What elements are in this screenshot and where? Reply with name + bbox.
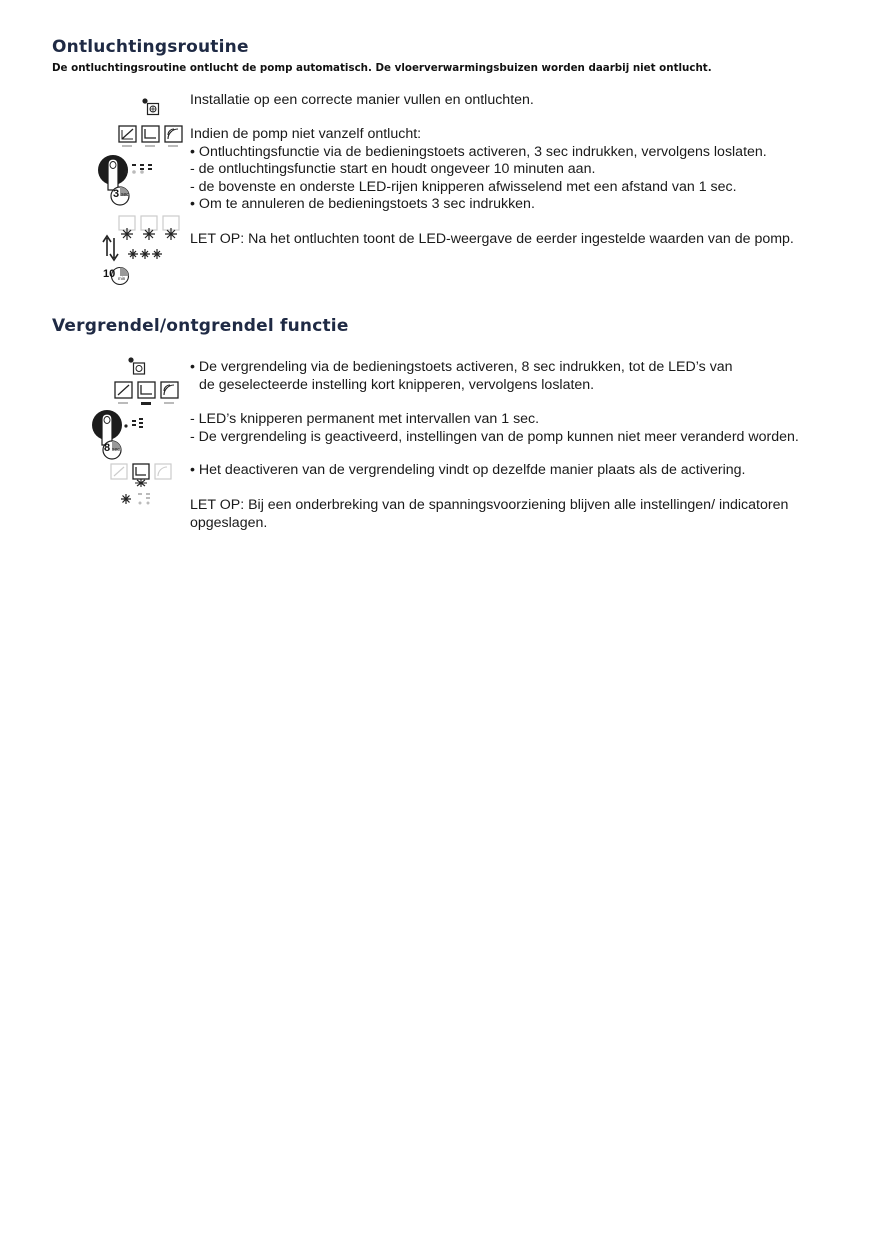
- lock-status: [190, 411, 799, 446]
- press-button-icon: [90, 405, 162, 463]
- lock-press-seconds-value: 8: [104, 442, 111, 454]
- step-manual-venting: [190, 126, 767, 214]
- pump-button-icon: [140, 96, 162, 118]
- timer-minutes-unit: min: [118, 276, 126, 281]
- press-button-icon: [96, 150, 168, 208]
- timer-minutes-value: 10: [103, 268, 116, 280]
- mode-indicators-icon: [112, 380, 182, 408]
- blinking-led-icon: [116, 490, 156, 508]
- venting-note: LET OP: Na het ontluchten toont de LED-weergave de eerder ingestelde waarden van de pomp.: [190, 231, 794, 247]
- lock-note-line: LET OP: Bij een onderbreking van de spanningsvoorziening blijven alle instellingen/ indicatoren: [190, 497, 789, 513]
- lock-status-line: - De vergrendeling is geactiveerd, instellingen van de pomp kunnen niet meer veranderd worden.: [190, 428, 799, 445]
- lock-activate-line: • De vergrendeling via de bedieningstoets activeren, 8 sec indrukken, tot de LED’s van: [190, 359, 733, 375]
- lock-note-line: opgeslagen.: [190, 514, 268, 531]
- mode-indicators-icon: [116, 124, 186, 150]
- lock-activate: [190, 359, 733, 394]
- press-seconds-unit: sec: [121, 192, 129, 198]
- section-title-venting: Ontluchtingsroutine: [52, 37, 249, 57]
- press-seconds-value: 3: [113, 188, 120, 200]
- lock-status-line: - LED’s knipperen permanent met intervallen van 1 sec.: [190, 411, 540, 427]
- section-title-lock: Vergrendel/ontgrendel functie: [52, 316, 349, 336]
- manual-venting-line: - de bovenste en onderste LED-rijen knipperen afwisselend met een afstand van 1 sec.: [190, 178, 737, 195]
- lock-press-seconds-unit: sec: [112, 447, 120, 453]
- manual-venting-intro: Indien de pomp niet vanzelf ontlucht:: [190, 126, 422, 142]
- manual-venting-line: - de ontluchtingsfunctie start en houdt ongeveer 10 minuten aan.: [190, 161, 596, 177]
- lock-activate-line: de geselecteerde instelling kort knipperen, vervolgens loslaten.: [199, 376, 595, 393]
- faded-mode-indicators-icon: [108, 462, 174, 488]
- manual-venting-line: • Ontluchtingsfunctie via de bedieningstoets activeren, 3 sec indrukken, vervolgens loslaten.: [190, 143, 767, 160]
- lock-note: [190, 497, 788, 532]
- pump-button-icon: [126, 356, 148, 378]
- step-fill-and-vent: Installatie op een correcte manier vullen en ontluchten.: [190, 92, 534, 108]
- section-subtitle-venting: De ontluchtingsroutine ontlucht de pomp automatisch. De vloerverwarmingsbuizen worden daarbij niet ontlucht.: [52, 62, 712, 74]
- manual-venting-line: • Om te annuleren de bedieningstoets 3 sec indrukken.: [190, 196, 535, 212]
- lock-deactivate: • Het deactiveren van de vergrendeling vindt op dezelfde manier plaats als de activering.: [190, 462, 746, 478]
- blinking-leds-icon: [100, 214, 190, 270]
